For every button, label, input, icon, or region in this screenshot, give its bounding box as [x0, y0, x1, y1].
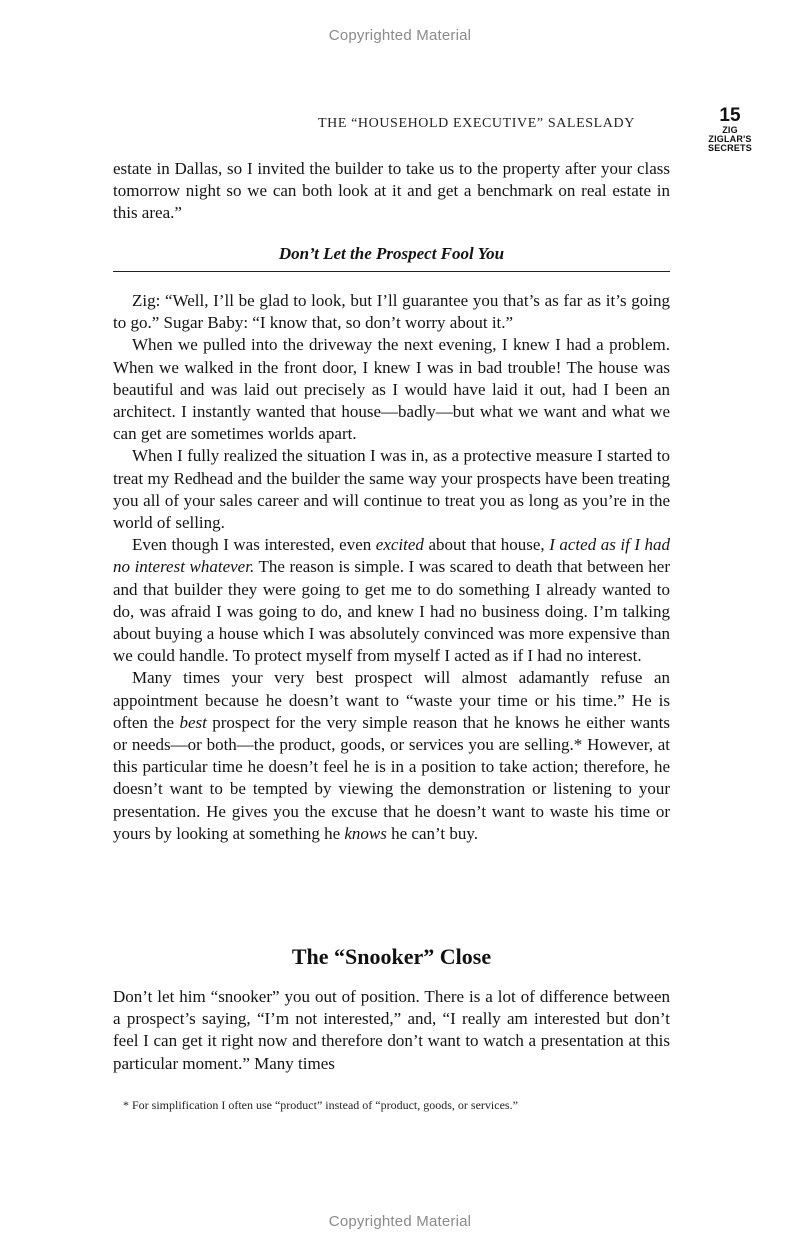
series-label-line2: ZIGLAR'S	[708, 134, 752, 144]
p5-emphasis-knows: knows	[344, 823, 387, 843]
final-paragraph: Don’t let him “snooker” you out of position. There is a lot of difference between a prospect’s saying, “I’m not interested,” and, “I really am interested but don’t feel I can get it right now and therefore don’t want to watch a presentation at this particular moment.” Many times	[113, 987, 670, 1073]
p4-text-c: about that house,	[423, 535, 550, 555]
series-label-line3: SECRETS	[708, 143, 752, 153]
page-number: 15	[719, 105, 741, 126]
p5-text-e: he can’t buy.	[386, 823, 478, 843]
subheading-rule	[113, 271, 670, 272]
p4-emphasis-acted: I acted as if I had no interest whatever.	[113, 535, 671, 577]
body-text	[113, 290, 670, 845]
final-paragraph-block	[113, 986, 670, 1075]
p4-emphasis-excited: excited	[375, 535, 424, 555]
intro-paragraph-block	[113, 158, 670, 225]
section-heading: The “Snooker” Close	[291, 944, 492, 969]
copyright-watermark-bottom: Copyrighted Material	[328, 1213, 472, 1230]
p5-text-a: Many times your very best prospect will almost adamantly refuse an appointment because he doesn’t want to “waste your time or his time.” He is often the	[113, 668, 670, 732]
p4-text-a: Even though I was interested, even	[132, 535, 376, 555]
page-number-block	[700, 106, 760, 153]
copyright-watermark-top: Copyrighted Material	[328, 27, 472, 44]
paragraph-zig-dialogue: Zig: “Well, I’ll be glad to look, but I’ll guarantee you that’s as far as it’s going to go.” Sugar Baby: “I know that, so don’t worry about it.”	[113, 291, 670, 333]
intro-paragraph: estate in Dallas, so I invited the builder to take us to the property after your class tomorrow night so we can both look at it and get a benchmark on real estate in this area.”	[113, 159, 670, 223]
subheading: Don’t Let the Prospect Fool You	[278, 244, 505, 263]
p4-text-e: The reason is simple. I was scared to death that between her and that builder they were going to get me to do something I already wanted to do, was afraid I was going to do, and knew I had no business doing. I’m talking about buying a house which I was absolutely convinced was more expensive than we could handle. To protect myself from myself I acted as if I had no interest.	[113, 557, 671, 666]
p5-text-c: prospect for the very simple reason that he knows he either wants or needs—or both—the product, goods, or services you are selling.* However, at this particular time he doesn’t feel he is in a position to take action; therefore, he doesn’t want to be tempted by viewing the demonstration or listening to your presentation. He gives you the excuse that he doesn’t want to waste his time or yours by looking at something he	[113, 712, 670, 843]
p5-emphasis-best: best	[179, 712, 207, 732]
paragraph-driveway: When we pulled into the driveway the next evening, I knew I had a problem. When we walked in the front door, I knew I was in bad trouble! The house was beautiful and was laid out precisely as I would have laid it out, had I been an architect. I instantly wanted that house—badly—but what we want and what we can get are sometimes worlds apart.	[113, 335, 670, 444]
running-header-title: THE “HOUSEHOLD EXECUTIVE” SALESLADY	[318, 116, 635, 131]
paragraph-best-prospect	[113, 667, 670, 845]
series-label-line1: ZIG	[722, 125, 738, 135]
footnote: * For simplification I often use “product” instead of “product, goods, or services.”	[123, 1098, 518, 1112]
paragraph-protective-measure: When I fully realized the situation I was in, as a protective measure I started to treat my Redhead and the builder the same way your prospects have been treating you all of your sales career and will continue to treat you as long as you’re in the world of selling.	[113, 446, 670, 533]
paragraph-acted-no-interest	[113, 534, 670, 667]
